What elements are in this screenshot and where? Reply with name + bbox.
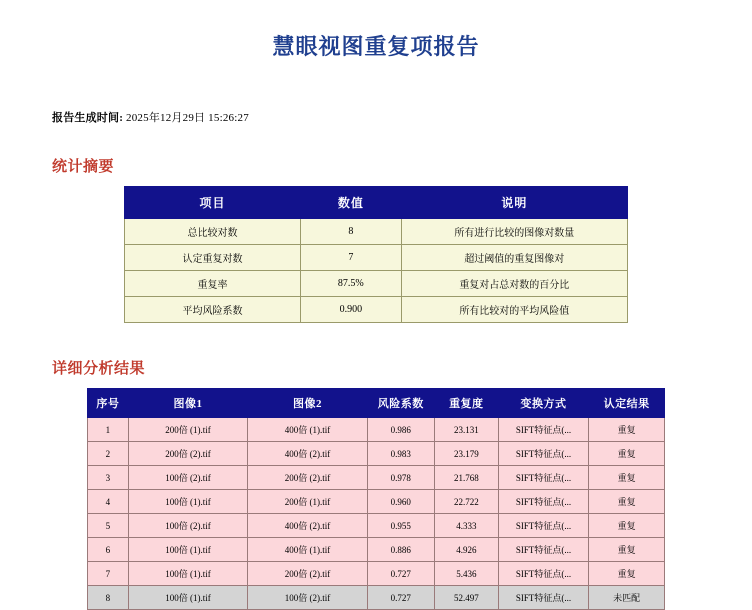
detail-cell-no: 3 [88,466,129,490]
detail-cell-duplication: 4.926 [434,538,498,562]
report-timestamp [52,109,700,125]
detail-cell-result: 重复 [589,466,665,490]
detail-cell-no: 5 [88,514,129,538]
detail-col-image2: 图像2 [248,389,367,418]
detail-cell-risk: 0.978 [367,466,434,490]
page-title: 慧眼视图重复项报告 [272,34,480,59]
summary-col-value: 数值 [301,187,402,219]
detail-cell-transform: SIFT特征点(... [498,586,588,610]
detail-cell-image1: 100倍 (2).tif [128,514,247,538]
detail-cell-image1: 100倍 (1).tif [128,586,247,610]
detail-cell-duplication: 21.768 [434,466,498,490]
detail-cell-result: 重复 [589,418,665,442]
detail-cell-result: 重复 [589,562,665,586]
table-row [88,586,665,610]
detail-cell-transform: SIFT特征点(... [498,562,588,586]
detail-cell-result: 重复 [589,442,665,466]
table-row [88,442,665,466]
detail-cell-risk: 0.886 [367,538,434,562]
detail-cell-image2: 400倍 (1).tif [248,418,367,442]
detail-cell-no: 4 [88,490,129,514]
detail-cell-image1: 100倍 (1).tif [128,562,247,586]
summary-cell-value: 8 [301,219,402,245]
summary-col-item: 项目 [125,187,301,219]
detail-cell-no: 1 [88,418,129,442]
summary-cell-item: 认定重复对数 [125,245,301,271]
summary-header-row [125,187,628,219]
detail-cell-duplication: 5.436 [434,562,498,586]
detail-col-no: 序号 [88,389,129,418]
summary-cell-value: 7 [301,245,402,271]
detail-cell-image1: 200倍 (2).tif [128,442,247,466]
detail-col-result: 认定结果 [589,389,665,418]
detail-cell-image2: 200倍 (2).tif [248,466,367,490]
summary-cell-desc: 重复对占总对数的百分比 [401,271,627,297]
detail-cell-transform: SIFT特征点(... [498,466,588,490]
detail-cell-image2: 200倍 (1).tif [248,490,367,514]
detail-cell-result: 重复 [589,490,665,514]
detail-cell-image2: 200倍 (2).tif [248,562,367,586]
summary-cell-desc: 超过阈值的重复图像对 [401,245,627,271]
table-row [88,538,665,562]
summary-cell-item: 总比较对数 [125,219,301,245]
detail-cell-result: 重复 [589,538,665,562]
table-row [125,219,628,245]
detail-cell-transform: SIFT特征点(... [498,538,588,562]
detail-cell-risk: 0.983 [367,442,434,466]
detail-cell-duplication: 23.131 [434,418,498,442]
detail-cell-image2: 100倍 (2).tif [248,586,367,610]
detail-cell-transform: SIFT特征点(... [498,490,588,514]
detail-cell-risk: 0.727 [367,562,434,586]
detail-cell-no: 8 [88,586,129,610]
detail-cell-transform: SIFT特征点(... [498,514,588,538]
detail-cell-duplication: 4.333 [434,514,498,538]
detail-cell-transform: SIFT特征点(... [498,418,588,442]
summary-cell-item: 重复率 [125,271,301,297]
detail-cell-risk: 0.727 [367,586,434,610]
detail-heading: 详细分析结果 [52,361,146,377]
detail-cell-no: 7 [88,562,129,586]
table-row [88,562,665,586]
table-row [125,271,628,297]
summary-col-desc: 说明 [401,187,627,219]
detail-col-image1: 图像1 [128,389,247,418]
table-row [125,245,628,271]
detail-cell-duplication: 22.722 [434,490,498,514]
summary-cell-desc: 所有比较对的平均风险值 [401,297,627,323]
detail-cell-risk: 0.986 [367,418,434,442]
detail-cell-image1: 100倍 (1).tif [128,538,247,562]
detail-cell-risk: 0.960 [367,490,434,514]
summary-heading: 统计摘要 [52,159,115,175]
detail-cell-image2: 400倍 (1).tif [248,538,367,562]
summary-cell-value: 0.900 [301,297,402,323]
summary-cell-item: 平均风险系数 [125,297,301,323]
detail-col-transform: 变换方式 [498,389,588,418]
detail-cell-image2: 400倍 (2).tif [248,514,367,538]
table-row [88,514,665,538]
detail-cell-risk: 0.955 [367,514,434,538]
detail-cell-result: 未匹配 [589,586,665,610]
summary-cell-value: 87.5% [301,271,402,297]
detail-cell-image2: 400倍 (2).tif [248,442,367,466]
table-row [88,418,665,442]
detail-col-risk: 风险系数 [367,389,434,418]
table-row [88,466,665,490]
report-timestamp-value: 2025年12月29日 15:26:27 [126,112,249,124]
table-row [88,490,665,514]
detail-cell-duplication: 23.179 [434,442,498,466]
report-timestamp-label: 报告生成时间: [52,112,124,124]
detail-cell-image1: 100倍 (1).tif [128,490,247,514]
detail-cell-image1: 200倍 (1).tif [128,418,247,442]
detail-table [87,388,665,610]
detail-cell-result: 重复 [589,514,665,538]
table-row [125,297,628,323]
detail-cell-transform: SIFT特征点(... [498,442,588,466]
summary-table [124,186,628,323]
detail-cell-no: 2 [88,442,129,466]
detail-cell-duplication: 52.497 [434,586,498,610]
detail-col-duplication: 重复度 [434,389,498,418]
detail-cell-image1: 100倍 (2).tif [128,466,247,490]
detail-header-row [88,389,665,418]
detail-cell-no: 6 [88,538,129,562]
summary-cell-desc: 所有进行比较的图像对数量 [401,219,627,245]
